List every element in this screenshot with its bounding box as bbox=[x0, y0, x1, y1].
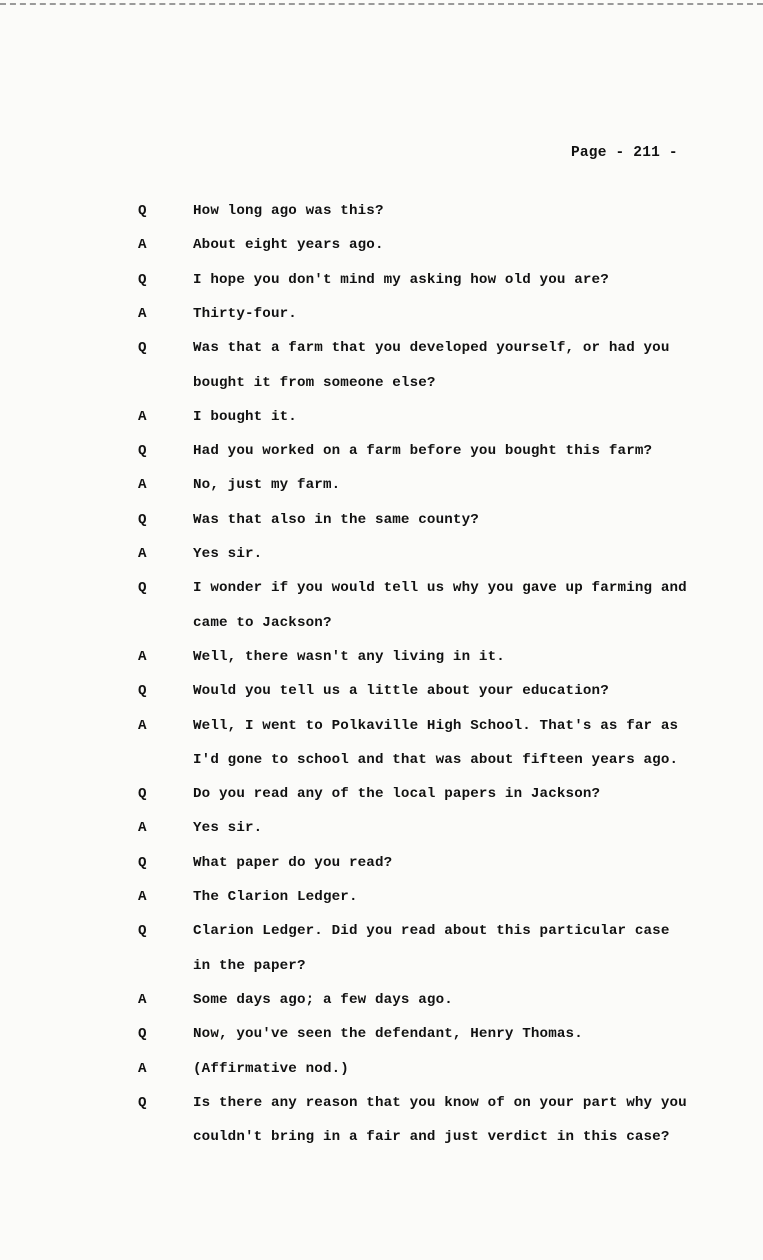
transcript-line bbox=[0, 340, 763, 362]
page-number: Page - 211 - bbox=[571, 145, 678, 161]
line-text: Had you worked on a farm before you bought this farm? bbox=[193, 443, 653, 459]
speaker-label: A bbox=[138, 820, 147, 836]
transcript-line bbox=[0, 409, 763, 431]
transcript-line bbox=[0, 786, 763, 808]
transcript-line bbox=[0, 889, 763, 911]
line-text: Now, you've seen the defendant, Henry Thomas. bbox=[193, 1026, 583, 1042]
transcript-line bbox=[0, 203, 763, 225]
line-text: Clarion Ledger. Did you read about this particular case bbox=[193, 923, 670, 939]
transcript-line bbox=[0, 683, 763, 705]
transcript-line bbox=[0, 718, 763, 740]
line-text: Well, there wasn't any living in it. bbox=[193, 649, 505, 665]
line-text: Thirty-four. bbox=[193, 306, 297, 322]
speaker-label: Q bbox=[138, 1095, 147, 1111]
line-text: About eight years ago. bbox=[193, 237, 384, 253]
speaker-label: A bbox=[138, 409, 147, 425]
transcript-line bbox=[0, 512, 763, 534]
line-text: Well, I went to Polkaville High School. That's as far as bbox=[193, 718, 679, 734]
line-text: Is there any reason that you know of on your part why you bbox=[193, 1095, 687, 1111]
speaker-label: Q bbox=[138, 580, 147, 596]
speaker-label: A bbox=[138, 992, 147, 1008]
transcript-line bbox=[0, 1095, 763, 1117]
speaker-label: Q bbox=[138, 512, 147, 528]
speaker-label: Q bbox=[138, 272, 147, 288]
transcript-line bbox=[0, 649, 763, 671]
speaker-label: A bbox=[138, 718, 147, 734]
line-text: I'd gone to school and that was about fifteen years ago. bbox=[193, 752, 679, 768]
transcript-line bbox=[0, 272, 763, 294]
transcript-line bbox=[0, 1061, 763, 1083]
transcript-line bbox=[0, 820, 763, 842]
line-text: I hope you don't mind my asking how old you are? bbox=[193, 272, 609, 288]
transcript-line bbox=[0, 923, 763, 945]
line-text: Do you read any of the local papers in Jackson? bbox=[193, 786, 601, 802]
line-text: Yes sir. bbox=[193, 546, 263, 562]
speaker-label: Q bbox=[138, 786, 147, 802]
transcript-line-continuation bbox=[0, 375, 763, 397]
transcript-line bbox=[0, 992, 763, 1014]
line-text: came to Jackson? bbox=[193, 615, 332, 631]
transcript-line bbox=[0, 477, 763, 499]
speaker-label: Q bbox=[138, 340, 147, 356]
line-text: I bought it. bbox=[193, 409, 297, 425]
transcript-line-continuation bbox=[0, 752, 763, 774]
line-text: couldn't bring in a fair and just verdict in this case? bbox=[193, 1129, 670, 1145]
speaker-label: Q bbox=[138, 923, 147, 939]
transcript-line bbox=[0, 443, 763, 465]
speaker-label: A bbox=[138, 546, 147, 562]
speaker-label: A bbox=[138, 237, 147, 253]
line-text: bought it from someone else? bbox=[193, 375, 436, 391]
line-text: Would you tell us a little about your education? bbox=[193, 683, 609, 699]
line-text: Some days ago; a few days ago. bbox=[193, 992, 453, 1008]
line-text: The Clarion Ledger. bbox=[193, 889, 358, 905]
line-text: What paper do you read? bbox=[193, 855, 393, 871]
line-text: Was that also in the same county? bbox=[193, 512, 479, 528]
line-text: How long ago was this? bbox=[193, 203, 384, 219]
speaker-label: A bbox=[138, 1061, 147, 1077]
speaker-label: Q bbox=[138, 443, 147, 459]
transcript-line bbox=[0, 580, 763, 602]
speaker-label: Q bbox=[138, 683, 147, 699]
line-text: I wonder if you would tell us why you gave up farming and bbox=[193, 580, 687, 596]
transcript-line bbox=[0, 1026, 763, 1048]
speaker-label: A bbox=[138, 306, 147, 322]
transcript-line-continuation bbox=[0, 958, 763, 980]
transcript-line bbox=[0, 546, 763, 568]
speaker-label: A bbox=[138, 477, 147, 493]
line-text: (Affirmative nod.) bbox=[193, 1061, 349, 1077]
speaker-label: Q bbox=[138, 1026, 147, 1042]
speaker-label: A bbox=[138, 649, 147, 665]
line-text: Was that a farm that you developed yourself, or had you bbox=[193, 340, 670, 356]
transcript-line bbox=[0, 306, 763, 328]
transcript-line bbox=[0, 237, 763, 259]
transcript-line bbox=[0, 855, 763, 877]
speaker-label: Q bbox=[138, 855, 147, 871]
speaker-label: A bbox=[138, 889, 147, 905]
line-text: in the paper? bbox=[193, 958, 306, 974]
transcript-line-continuation bbox=[0, 615, 763, 637]
transcript-line-continuation bbox=[0, 1129, 763, 1151]
line-text: Yes sir. bbox=[193, 820, 263, 836]
speaker-label: Q bbox=[138, 203, 147, 219]
line-text: No, just my farm. bbox=[193, 477, 341, 493]
